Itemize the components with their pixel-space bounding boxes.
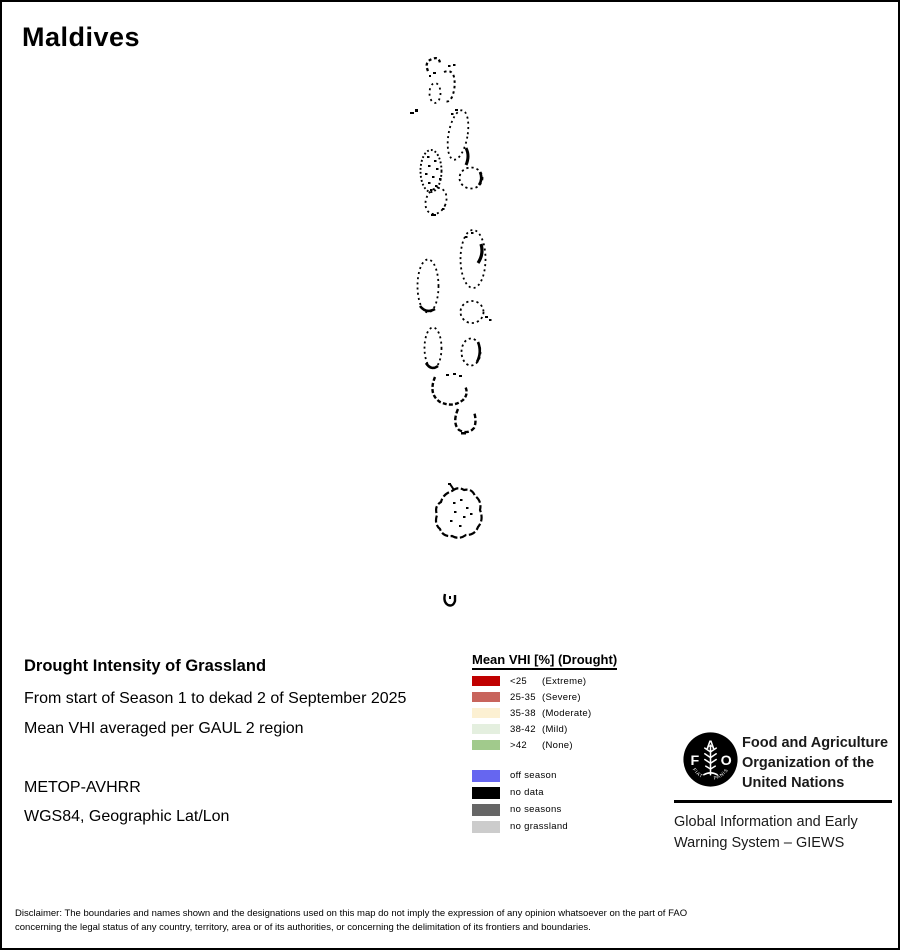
legend-swatch xyxy=(472,787,500,799)
fao-name-line: United Nations xyxy=(742,775,845,791)
legend-swatch xyxy=(472,821,500,833)
map-sensor: METOP-AVHRR xyxy=(24,779,141,796)
legend-range: 38-42 xyxy=(510,723,536,735)
map-method: Mean VHI averaged per GAUL 2 region xyxy=(24,720,304,737)
legend-desc: (Mild) xyxy=(542,723,568,735)
legend-range: >42 xyxy=(510,739,528,751)
legend-swatch xyxy=(472,692,500,702)
disclaimer xyxy=(15,907,887,935)
legend-label: no data xyxy=(510,787,544,798)
giews-line: Global Information and Early xyxy=(674,814,858,830)
fao-letter-o: O xyxy=(720,753,732,770)
legend-row xyxy=(472,721,591,737)
disclaimer-line: concerning the legal status of any country, territory, area or of its authorities, or concerning the delimitation of its frontiers and boundaries. xyxy=(15,922,591,933)
giews-name xyxy=(674,812,858,854)
legend-swatch xyxy=(472,676,500,686)
legend-row xyxy=(472,689,591,705)
legend-label: off season xyxy=(510,770,557,781)
legend-row xyxy=(472,737,591,753)
legend-row xyxy=(472,673,591,689)
island-outlines xyxy=(410,58,492,605)
legend-row xyxy=(472,767,568,784)
giews-line: Warning System – GIEWS xyxy=(674,835,845,851)
legend-row xyxy=(472,784,568,801)
map-projection: WGS84, Geographic Lat/Lon xyxy=(24,808,230,825)
legend-row xyxy=(472,801,568,818)
legend-row xyxy=(472,818,568,835)
legend-swatch xyxy=(472,708,500,718)
legend-label: no grassland xyxy=(510,821,568,832)
fao-motto-fiat: FIAT xyxy=(690,767,704,780)
vhi-legend xyxy=(472,673,591,753)
fao-name xyxy=(742,733,888,793)
fao-logo-icon xyxy=(682,731,739,788)
fao-letter-a: A xyxy=(706,738,715,753)
footer-divider xyxy=(674,800,892,803)
legend-swatch xyxy=(472,724,500,734)
map-period: From start of Season 1 to dekad 2 of September 2025 xyxy=(24,690,407,707)
legend-desc: (Moderate) xyxy=(542,707,592,719)
legend-desc: (Severe) xyxy=(542,691,581,703)
legend-swatch xyxy=(472,804,500,816)
legend-range: 25-35 xyxy=(510,691,536,703)
fao-name-line: Organization of the xyxy=(742,755,875,771)
fao-name-line: Food and Agriculture xyxy=(742,735,889,751)
legend-desc: (None) xyxy=(542,739,573,751)
fao-motto-panis: PANIS xyxy=(713,767,730,782)
legend-label: no seasons xyxy=(510,804,562,815)
legend-range: <25 xyxy=(510,675,528,687)
legend-desc: (Extreme) xyxy=(542,675,587,687)
disclaimer-line: Disclaimer: The boundaries and names shown and the designations used on this map do not imply the expression of any opinion whatsoever on the part of FAO xyxy=(15,908,688,919)
legend-swatch xyxy=(472,770,500,782)
page-title: Maldives xyxy=(22,22,141,52)
legend-swatch xyxy=(472,740,500,750)
legend-row xyxy=(472,705,591,721)
legend-title: Mean VHI [%] (Drought) xyxy=(472,652,617,670)
fao-letter-f: F xyxy=(690,753,700,770)
season-legend xyxy=(472,767,568,835)
legend-range: 35-38 xyxy=(510,707,536,719)
map-subtitle: Drought Intensity of Grassland xyxy=(24,657,267,675)
